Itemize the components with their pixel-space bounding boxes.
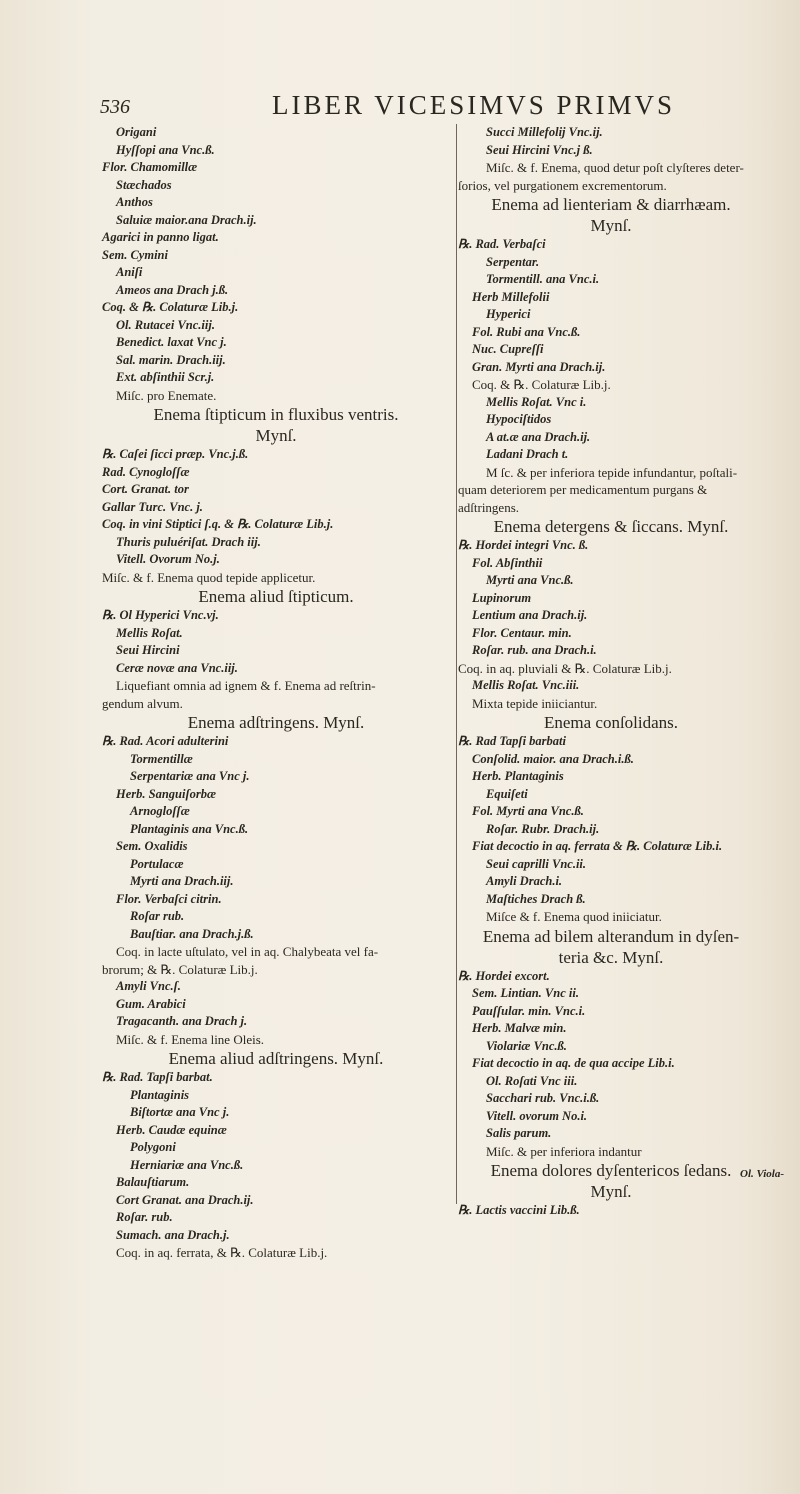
- instruction-line: Liquefiant omnia ad ignem & f. Enema ad reſtrin-: [116, 678, 376, 693]
- ingredient-line: Rad. Cynogloſſæ: [102, 464, 190, 479]
- ingredient-line: Coq. & ℞. Colaturæ Lib.j.: [102, 300, 239, 314]
- ingredient-line: Lupinorum: [472, 590, 532, 605]
- ingredient-line: Vitell. ovorum No.i.: [486, 1108, 588, 1123]
- instruction-line: Miſc. & f. Enema quod tepide applicetur.: [102, 569, 316, 585]
- ingredient-line: Conſolid. maior. ana Drach.i.ß.: [472, 751, 634, 766]
- ingredient-line: Sem. Oxalidis: [116, 839, 188, 853]
- ingredient-line: Tragacanth. ana Drach j.: [116, 1014, 248, 1028]
- ingredient-line: Fiat decoctio in aq. de qua accipe Lib.i.: [472, 1056, 675, 1070]
- ingredient-line: ℞. Hordei excort.: [458, 968, 550, 983]
- ingredient-line: Herb Millefolii: [472, 289, 550, 304]
- ingredient-line: Mellis Roſat.: [116, 625, 183, 640]
- ingredient-line: Herb. Malvæ min.: [472, 1021, 567, 1035]
- ingredient-line: Roſar. Rubr. Drach.ij.: [486, 821, 600, 836]
- ingredient-line: Anthos: [116, 195, 153, 209]
- ingredient-line: ℞. Rad. Acori adulterini: [102, 734, 229, 748]
- column-divider: [456, 124, 457, 1204]
- ingredient-line: Myrti ana Vnc.ß.: [486, 573, 574, 587]
- ingredient-line: Cort Granat. ana Drach.ij.: [116, 1192, 254, 1207]
- recipe-heading: Enema dolores dyſentericos ſedans.: [490, 1161, 732, 1180]
- ingredient-line: Balauſtiarum.: [116, 1175, 190, 1189]
- ingredient-line: Ceræ novæ ana Vnc.iij.: [116, 660, 238, 675]
- ingredient-line: Mellis Roſat. Vnc i.: [486, 394, 587, 409]
- ingredient-line: Sem. Lintian. Vnc ii.: [472, 986, 579, 1000]
- ingredient-line: Hyperici: [486, 307, 531, 321]
- ingredient-line: Sacchari rub. Vnc.i.ß.: [486, 1091, 600, 1105]
- ingredient-line: Ladani Drach t.: [486, 447, 569, 461]
- ingredient-line: Polygoni: [130, 1140, 176, 1154]
- ingredient-line: Herb. Caudæ equinæ: [116, 1122, 227, 1137]
- instruction-line: Miſc. & f. Enema, quod detur poſt clyſteres deter-: [486, 160, 744, 175]
- ingredient-line: Roſar. rub.: [116, 1210, 173, 1224]
- ingredient-line: Tormentillæ: [130, 751, 193, 766]
- instruction-line: Miſce & f. Enema quod iniiciatur.: [486, 909, 662, 924]
- instruction-line: Miſc. pro Enemate.: [116, 387, 217, 403]
- recipe-heading: Enema detergens & ſiccans. Mynſ.: [493, 517, 729, 536]
- ingredient-line: Roſar. rub. ana Drach.i.: [472, 643, 597, 657]
- ingredient-line: Fiat decoctio in aq. ferrata & ℞. Colaturæ Lib.i.: [472, 839, 723, 853]
- instruction-line: Coq. & ℞. Colaturæ Lib.j.: [472, 377, 611, 392]
- instruction-line: Miſc. & per inferiora indantur: [486, 1143, 642, 1159]
- recipe-heading: Enema aliud adſtringens. Mynſ.: [168, 1049, 384, 1068]
- ingredient-line: Gran. Myrti ana Drach.ij.: [472, 359, 606, 374]
- ingredient-line: Thuris puluériſat. Drach iij.: [116, 534, 261, 549]
- ingredient-line: Amyli Vnc.ſ.: [116, 979, 181, 993]
- recipe-heading: Mynſ.: [255, 426, 297, 445]
- ingredient-line: Gallar Turc. Vnc. j.: [102, 499, 203, 514]
- ingredient-line: ℞. Rad Tapſi barbati: [458, 734, 566, 748]
- left-column: [102, 124, 450, 1262]
- ingredient-line: Tormentill. ana Vnc.i.: [486, 272, 600, 286]
- ingredient-line: Flor. Verbaſci citrin.: [116, 891, 222, 906]
- right-column: [458, 124, 764, 1220]
- ingredient-line: Biſtortæ ana Vnc j.: [130, 1105, 230, 1119]
- instruction-line: gendum alvum.: [102, 695, 183, 711]
- ingredient-line: ℞. Caſei ſicci præp. Vnc.j.ß.: [102, 447, 249, 461]
- ingredient-line: Maſtiches Drach ß.: [486, 891, 586, 906]
- ingredient-line: Salis parum.: [486, 1126, 552, 1140]
- instruction-line: adſtringens.: [458, 499, 520, 515]
- recipe-heading: Enema ad lienteriam & diarrhæam.: [491, 195, 731, 214]
- ingredient-line: Plantaginis ana Vnc.ß.: [130, 821, 249, 836]
- ingredient-line: Succi Millefolij Vnc.ij.: [486, 125, 603, 139]
- ingredient-line: Sumach. ana Drach.j.: [116, 1227, 230, 1242]
- ingredient-line: Hyſſopi ana Vnc.ß.: [116, 142, 215, 157]
- ingredient-line: Flor. Chamomillæ: [102, 160, 198, 174]
- recipe-heading: Mynſ.: [590, 216, 632, 235]
- ingredient-line: Plantaginis: [130, 1087, 190, 1102]
- ingredient-line: Fol. Rubi ana Vnc.ß.: [472, 324, 581, 339]
- ingredient-line: ℞. Hordei integri Vnc. ß.: [458, 538, 589, 552]
- ingredient-line: Sal. marin. Drach.iij.: [116, 352, 226, 367]
- ingredient-line: Violariæ Vnc.ß.: [486, 1038, 567, 1053]
- ingredient-line: ℞. Ol Hyperici Vnc.vj.: [102, 608, 219, 622]
- ingredient-line: Pauſſular. min. Vnc.i.: [472, 1003, 586, 1018]
- ingredient-line: Serpentariæ ana Vnc j.: [130, 769, 250, 783]
- ingredient-line: Herb. Plantaginis: [472, 769, 564, 783]
- instruction-line: M ſc. & per inferiora tepide infundantur, poſtali-: [486, 464, 738, 480]
- instruction-line: Coq. in aq. pluviali & ℞. Colaturæ Lib.j.: [458, 660, 672, 676]
- ingredient-line: Equiſeti: [486, 786, 528, 801]
- recipe-heading: Enema ſtipticum in fluxibus ventris.: [153, 405, 399, 424]
- instruction-line: Miſc. & f. Enema line Oleis.: [116, 1031, 265, 1047]
- catchword: Ol. Viola-: [740, 1168, 785, 1180]
- ingredient-line: Fol. Myrti ana Vnc.ß.: [472, 804, 584, 818]
- ingredient-line: Seui caprilli Vnc.ii.: [486, 856, 587, 871]
- ingredient-line: Arnogloſſæ: [130, 804, 190, 818]
- ingredient-line: Ext. abſinthii Scr.j.: [116, 370, 215, 384]
- ingredient-line: ℞. Lactis vaccini Lib.ß.: [458, 1203, 580, 1217]
- recipe-heading: Enema aliud ſtipticum.: [198, 587, 354, 606]
- ingredient-line: Nuc. Cupreſſi: [472, 342, 544, 356]
- ingredient-line: Sem. Cymini: [102, 247, 168, 262]
- ingredient-line: Seui Hircini: [116, 643, 180, 657]
- ingredient-line: Agarici in panno ligat.: [102, 230, 219, 244]
- ingredient-line: Ol. Roſati Vnc iii.: [486, 1073, 578, 1088]
- ingredient-line: Myrti ana Drach.iij.: [130, 874, 234, 888]
- ingredient-line: Fol. Abſinthii: [472, 555, 543, 570]
- running-head: LIBER VICESIMVS PRIMVS: [272, 90, 676, 120]
- ingredient-line: Seui Hircini Vnc.j ß.: [486, 142, 593, 157]
- ingredient-line: Benedict. laxat Vnc j.: [116, 335, 227, 349]
- ingredient-line: Origani: [116, 125, 157, 139]
- recipe-heading: Enema ad bilem alterandum in dyſen-: [482, 926, 740, 946]
- recipe-heading: teria &c. Mynſ.: [558, 947, 664, 967]
- recipe-heading: Enema conſolidans.: [543, 713, 679, 732]
- instruction-line: ſorios, vel purgationem excrementorum.: [458, 177, 667, 193]
- ingredient-line: Lentium ana Drach.ij.: [472, 608, 588, 622]
- ingredient-line: ℞. Rad. Tapſi barbat.: [102, 1070, 213, 1084]
- ingredient-line: Gum. Arabici: [116, 996, 186, 1011]
- instruction-line: Coq. in aq. ferrata, & ℞. Colaturæ Lib.j.: [116, 1245, 328, 1260]
- ingredient-line: Herb. Sanguiſorbæ: [116, 786, 217, 801]
- ingredient-line: Amyli Drach.i.: [486, 874, 563, 888]
- ingredient-line: Saluiæ maior.ana Drach.ij.: [116, 212, 257, 227]
- instruction-line: Coq. in lacte uſtulato, vel in aq. Chalybeata vel fa-: [116, 944, 379, 959]
- recipe-heading: Mynſ.: [590, 1182, 632, 1201]
- ingredient-line: Ol. Rutacei Vnc.iij.: [116, 317, 215, 332]
- ingredient-line: Vitell. Ovorum No.j.: [116, 552, 220, 566]
- ingredient-line: Bauſtiar. ana Drach.j.ß.: [130, 926, 254, 941]
- ingredient-line: A at.æ ana Drach.ij.: [486, 429, 591, 444]
- instruction-line: Mixta tepide iniiciantur.: [472, 695, 598, 711]
- ingredient-line: Portulacæ: [130, 856, 184, 871]
- ingredient-line: Serpentar.: [486, 254, 540, 269]
- ingredient-line: Mellis Roſat. Vnc.iii.: [472, 678, 580, 692]
- ingredient-line: Ameos ana Drach j.ß.: [116, 282, 229, 297]
- ingredient-line: Hypociſtidos: [486, 412, 552, 426]
- ingredient-line: Aniſi: [116, 265, 143, 279]
- instruction-line: brorum; & ℞. Colaturæ Lib.j.: [102, 961, 258, 977]
- ingredient-line: Flor. Centaur. min.: [472, 625, 572, 640]
- page-number: 536: [100, 96, 130, 118]
- instruction-line: quam deteriorem per medicamentum purgans &: [458, 482, 708, 497]
- recipe-heading: Enema adſtringens. Mynſ.: [187, 713, 365, 732]
- ingredient-line: Stæchados: [116, 177, 172, 192]
- ingredient-line: Coq. in vini Stiptici ſ.q. & ℞. Colaturæ Lib.j.: [102, 517, 334, 531]
- ingredient-line: Herniariæ ana Vnc.ß.: [130, 1157, 244, 1172]
- ingredient-line: ℞. Rad. Verbaſci: [458, 237, 546, 251]
- ingredient-line: Roſar rub.: [130, 909, 185, 923]
- ingredient-line: Cort. Granat. tor: [102, 482, 189, 496]
